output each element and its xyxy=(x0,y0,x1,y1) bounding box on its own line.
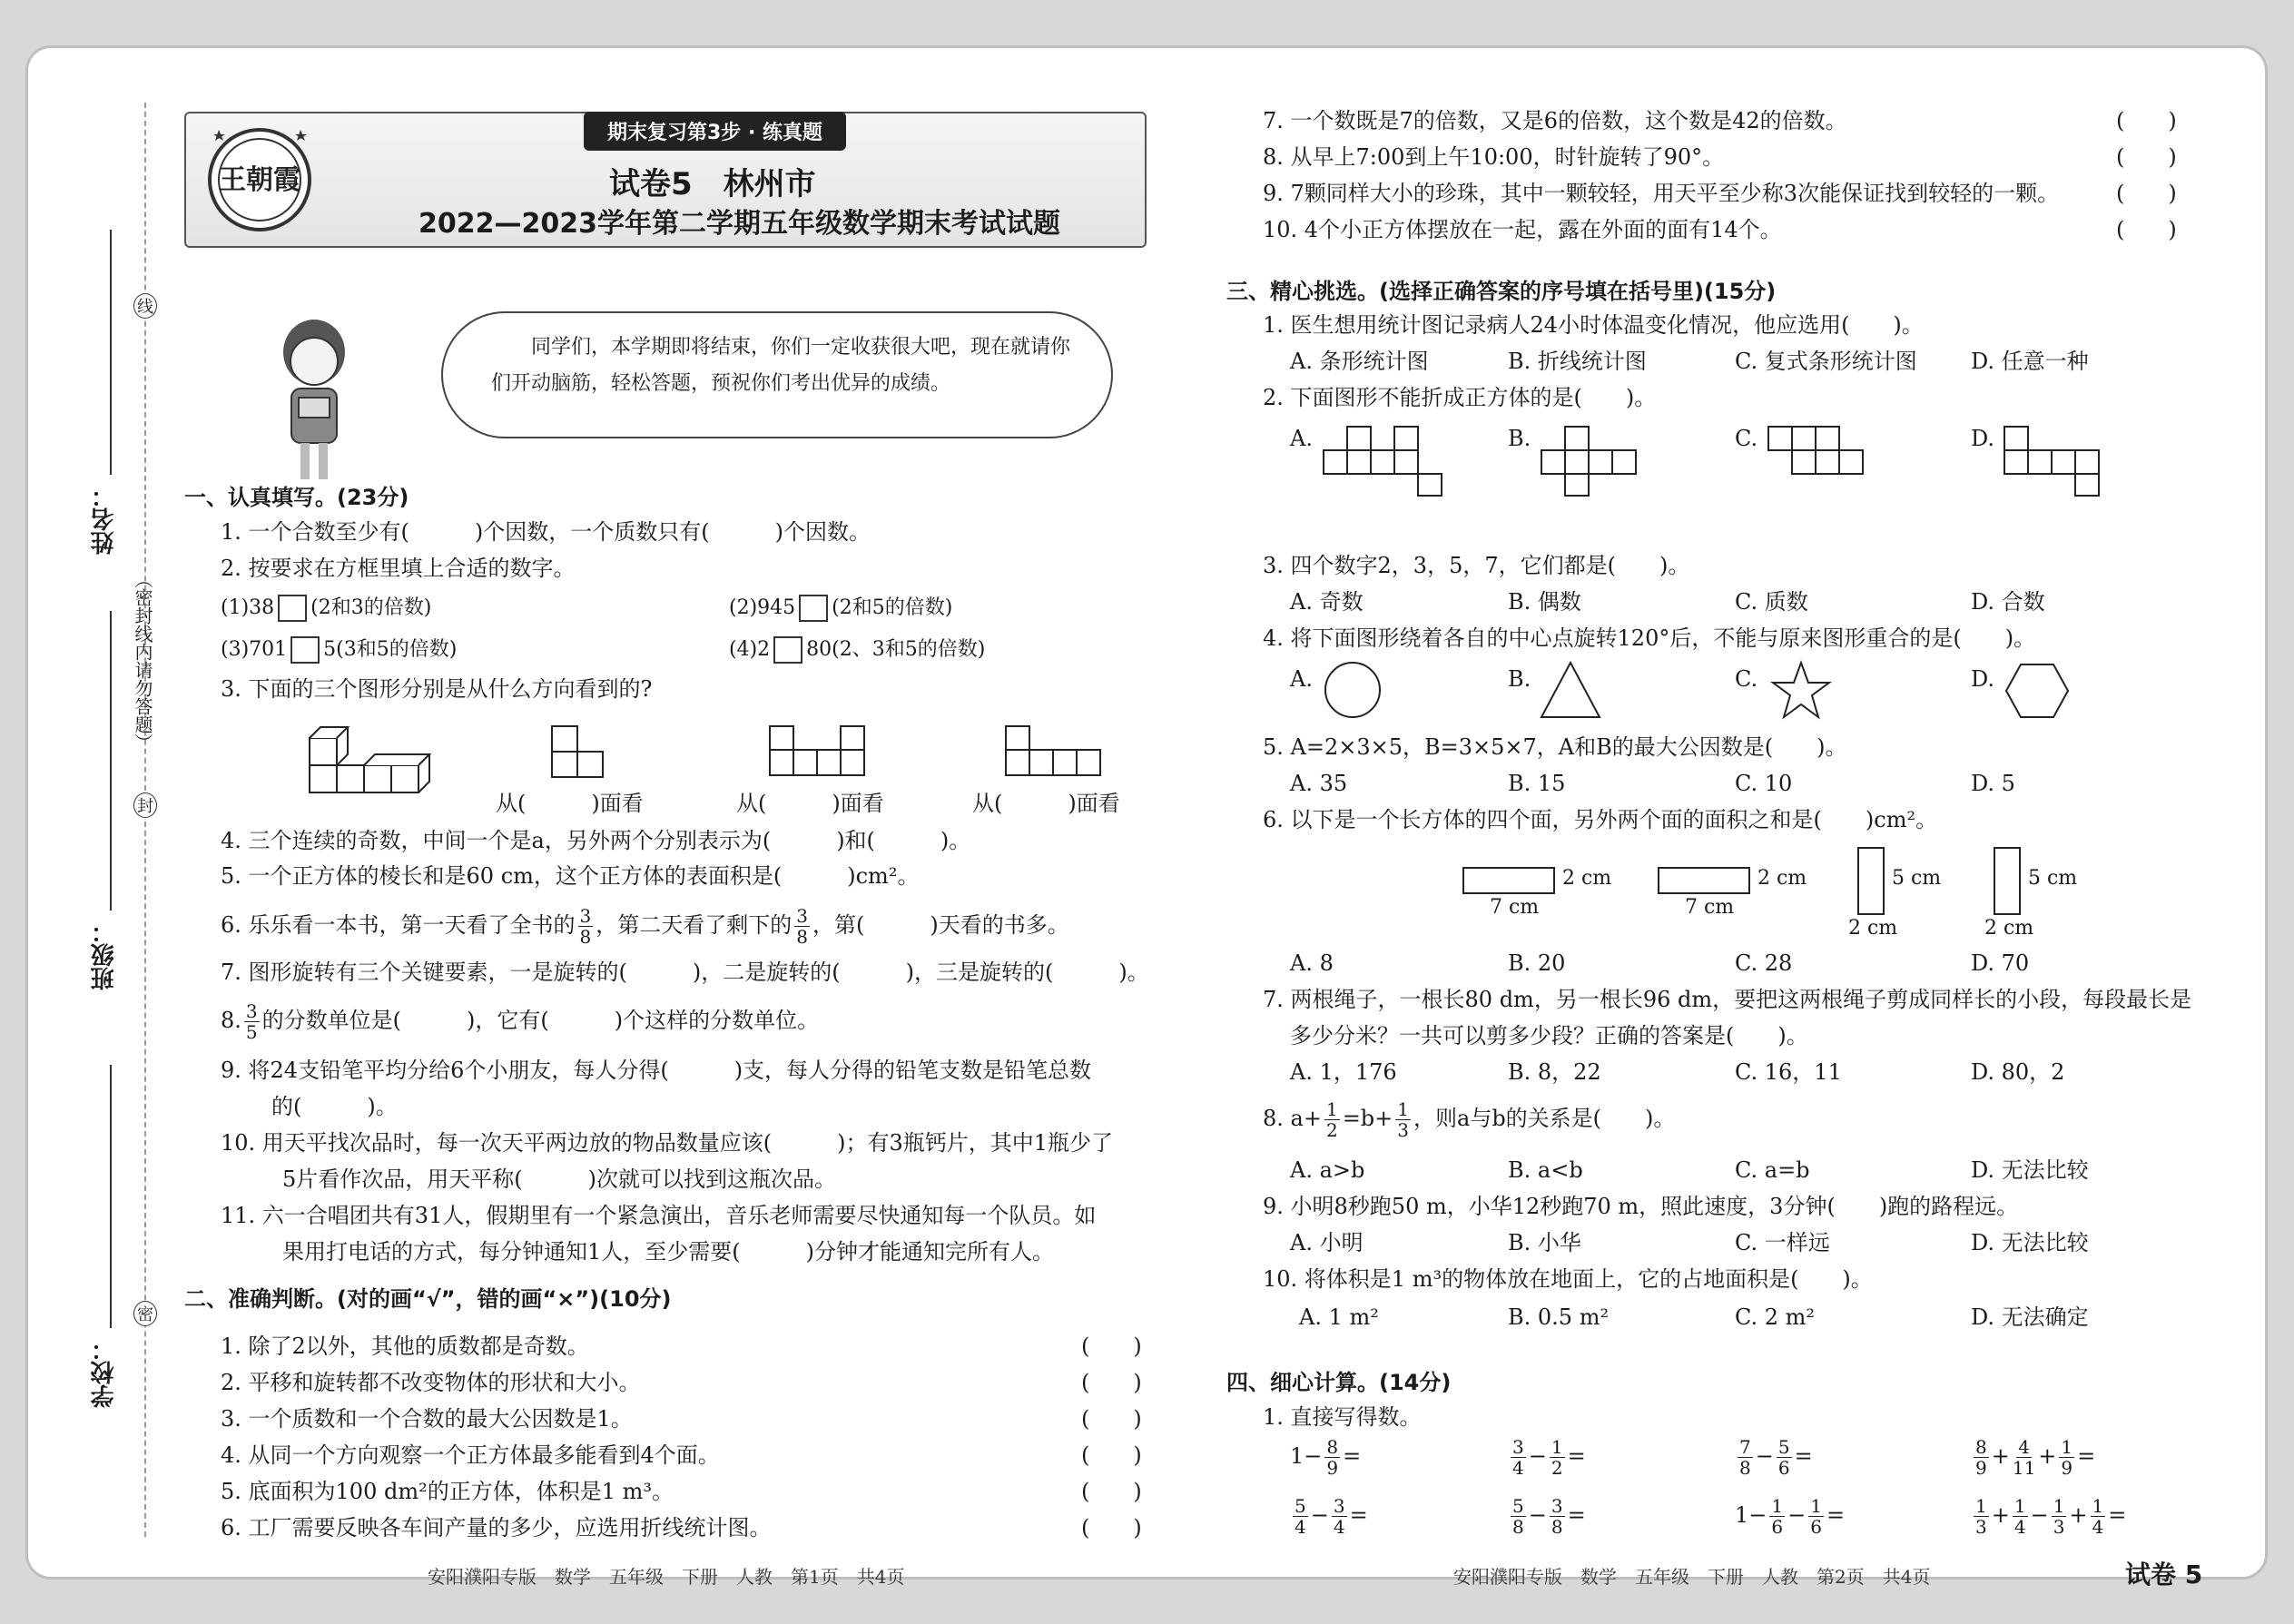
s3-q6-d: D. 70 xyxy=(1971,950,2030,976)
q2b-text: (2)945 xyxy=(729,596,796,619)
q8-num: 8. xyxy=(221,1008,241,1033)
face-rect-4 xyxy=(1994,847,2021,915)
s3-q8-a: A. a>b xyxy=(1290,1157,1365,1183)
s3-q4-a: A. xyxy=(1290,666,1313,692)
calc-7: 1− $\frac{1}{6}$ − $\frac{1}{6}$ = xyxy=(1735,1495,1846,1538)
s1-q2-a xyxy=(221,590,431,626)
speech-text: 同学们，本学期即将结束，你们一定收获很大吧，现在就请你们开动脑筋，轻松答题，预祝你们考出优异的成绩。 xyxy=(491,336,1071,395)
fraction-denominator: 8 xyxy=(796,926,808,948)
s3-q4-b: B. xyxy=(1508,666,1531,692)
judge-item-10: 10. 4个小正方体摆放在一起，露在外面的面有14个。 xyxy=(1263,217,1782,242)
s3-q4: 4. 将下面图形绕着各自的中心点旋转120°后，不能与原来图形重合的是( )。 xyxy=(1263,625,2036,651)
header-banner: 期末复习第3步 · 练真题 xyxy=(584,112,846,151)
s1-q10a: 10. 用天平找次品时，每一次天平两边放的物品数量应该( )；有3瓶钙片，其中1瓶少了 xyxy=(221,1130,1114,1156)
s3-q8-c: C. a=b xyxy=(1735,1157,1810,1183)
view-figure-1 xyxy=(550,724,605,779)
s3-q8 xyxy=(1263,1099,1675,1140)
answer-box[interactable] xyxy=(290,636,320,664)
fraction-one-third: $\frac{1}{3}$ xyxy=(1397,1098,1410,1141)
footer-left: 安阳濮阳专版 数学 五年级 下册 人教 第1页 共4页 xyxy=(428,1566,905,1588)
judge-item-1: 1. 除了2以外，其他的质数都是奇数。 xyxy=(221,1334,589,1359)
seal-char-mark: 密 xyxy=(133,1301,157,1326)
fraction-numerator: 3 xyxy=(579,905,592,927)
s4-q1: 1. 直接写得数。 xyxy=(1263,1404,1422,1430)
s1-q7: 7. 图形旋转有三个关键要素，一是旋转的( )，二是旋转的( )，三是旋转的( )。 xyxy=(221,960,1149,985)
s3-q1-b: B. 折线统计图 xyxy=(1508,349,1647,374)
calc-8: $\frac{1}{3}$ + $\frac{1}{4}$ − $\frac{1}{3}$ + $\frac{1}{4}$ = xyxy=(1975,1495,2127,1538)
view-answer-3: 从( )面看 xyxy=(972,791,1120,816)
s3-q2-d: D. xyxy=(1971,426,1995,451)
q6-part3: ，第( )天看的书多。 xyxy=(812,912,1069,938)
seal-hint: （密封线内请勿答题） xyxy=(132,570,153,752)
cube-net-d xyxy=(2003,425,2130,501)
judge-paren[interactable]: ( ) xyxy=(2116,108,2177,133)
face-2-width: 7 cm xyxy=(1685,896,1735,919)
svg-text:王朝霞: 王朝霞 xyxy=(219,164,300,196)
s3-q1-d: D. 任意一种 xyxy=(1971,349,2089,374)
s3-q1-c: C. 复式条形统计图 xyxy=(1735,349,1917,374)
s3-q10-c: C. 2 m² xyxy=(1735,1304,1816,1330)
cube-net-c xyxy=(1767,425,1894,501)
answer-box[interactable] xyxy=(278,595,307,622)
judge-paren[interactable]: ( ) xyxy=(1081,1479,1142,1504)
q8-part2: =b+ xyxy=(1342,1106,1393,1131)
calc-2: $\frac{3}{4}$ − $\frac{1}{2}$ = xyxy=(1512,1436,1586,1479)
judge-item-2: 2. 平移和旋转都不改变物体的形状和大小。 xyxy=(221,1370,641,1395)
face-2-height: 2 cm xyxy=(1757,867,1807,890)
s3-q7-d: D. 80，2 xyxy=(1971,1059,2065,1085)
s3-q7-c: C. 16，11 xyxy=(1735,1059,1842,1085)
s3-q6: 6. 以下是一个长方体的四个面，另外两个面的面积之和是( )cm²。 xyxy=(1263,807,1938,832)
s3-q5-d: D. 5 xyxy=(1971,771,2015,796)
paper-number-badge: 试卷 5 xyxy=(2125,1560,2203,1590)
fraction xyxy=(578,906,594,947)
s3-q5-b: B. 15 xyxy=(1508,771,1566,796)
judge-paren[interactable]: ( ) xyxy=(1081,1442,1142,1468)
judge-paren[interactable]: ( ) xyxy=(2116,181,2177,206)
q2a-text: (1)38 xyxy=(221,596,275,619)
calc-1: 1− $\frac{8}{9}$ = xyxy=(1290,1436,1362,1479)
cube-stack-figure xyxy=(300,720,437,802)
s3-q2-b: B. xyxy=(1508,426,1531,451)
judge-paren[interactable]: ( ) xyxy=(1081,1334,1142,1359)
s3-q3-d: D. 合数 xyxy=(1971,589,2045,615)
fraction xyxy=(794,906,810,947)
s3-q5-c: C. 10 xyxy=(1735,771,1793,796)
s1-q11b: 果用打电话的方式，每分钟通知1人，至少需要( )分钟才能通知完所有人。 xyxy=(282,1239,1054,1265)
face-3-height: 5 cm xyxy=(1892,867,1942,890)
fraction-denominator: 5 xyxy=(245,1021,258,1043)
face-1-height: 2 cm xyxy=(1562,867,1612,890)
s1-q6 xyxy=(221,906,1069,947)
s3-q9-b: B. 小华 xyxy=(1508,1230,1581,1255)
section-1-title: 一、认真填写。(23分) xyxy=(184,485,409,510)
view-figure-3 xyxy=(1004,724,1104,779)
s3-q7a: 7. 两根绳子，一根长80 dm，另一根长96 dm，要把这两根绳子剪成同样长的小段，每段最长是 xyxy=(1263,987,2192,1012)
q2b-note: (2和5的倍数) xyxy=(832,596,953,619)
face-4-width: 2 cm xyxy=(1984,917,2034,940)
triangle-shape xyxy=(1540,659,1603,726)
q2d-note: 80(2、3和5的倍数) xyxy=(806,638,986,661)
judge-paren[interactable]: ( ) xyxy=(2116,144,2177,170)
s1-q3: 3. 下面的三个图形分别是从什么方向看到的? xyxy=(221,676,653,702)
s3-q9: 9. 小明8秒跑50 m，小华12秒跑70 m，照此速度，3分钟( )跑的路程远。 xyxy=(1263,1194,2019,1219)
circle-shape xyxy=(1322,659,1385,726)
judge-paren[interactable]: ( ) xyxy=(2116,217,2177,242)
q8-part1: 8. a+ xyxy=(1263,1106,1322,1131)
s3-q1: 1. 医生想用统计图记录病人24小时体温变化情况，他应选用( )。 xyxy=(1263,312,1924,338)
s3-q6-c: C. 28 xyxy=(1735,950,1793,976)
face-4-height: 5 cm xyxy=(2028,867,2078,890)
s3-q4-d: D. xyxy=(1971,666,1995,692)
calc-4: $\frac{8}{9}$ + $\frac{4}{11}$ + $\frac{1}{9}$ = xyxy=(1975,1436,2096,1479)
s1-q9a: 9. 将24支铅笔平均分给6个小朋友，每人分得( )支，每人分得的铅笔支数是铅笔总数 xyxy=(221,1058,1092,1083)
calc-3: $\frac{7}{8}$ − $\frac{5}{6}$ = xyxy=(1739,1436,1813,1479)
s3-q3-b: B. 偶数 xyxy=(1508,589,1581,615)
view-answer-2: 从( )面看 xyxy=(736,791,884,816)
s1-q2: 2. 按要求在方框里填上合适的数字。 xyxy=(221,556,576,581)
s3-q2: 2. 下面图形不能折成正方体的是( )。 xyxy=(1263,385,1657,410)
judge-paren[interactable]: ( ) xyxy=(1081,1406,1142,1432)
seal-char-line: 线 xyxy=(133,293,157,319)
class-line[interactable] xyxy=(110,611,112,910)
s1-q2-b xyxy=(729,590,952,626)
s1-q10b: 5片看作次品，用天平称( )次就可以找到这瓶次品。 xyxy=(282,1166,836,1192)
face-3-width: 2 cm xyxy=(1848,917,1898,940)
exam-title: 试卷5 林州市 xyxy=(609,166,816,202)
s3-q8-b: B. a<b xyxy=(1508,1157,1583,1183)
s3-q5: 5. A=2×3×5，B=3×5×7，A和B的最大公因数是( )。 xyxy=(1263,734,1847,760)
fraction-numerator: 3 xyxy=(245,1000,258,1022)
judge-paren[interactable]: ( ) xyxy=(1081,1370,1142,1395)
section-4-title: 四、细心计算。(14分) xyxy=(1226,1370,1452,1395)
q8-text: 的分数单位是( )，它有( )个这样的分数单位。 xyxy=(261,1008,820,1033)
section-3-title: 三、精心挑选。(选择正确答案的序号填在括号里)(15分) xyxy=(1226,279,1777,304)
cube-net-b xyxy=(1540,425,1667,501)
s3-q10: 10. 将体积是1 m³的物体放在地面上，它的占地面积是( )。 xyxy=(1263,1266,1873,1292)
judge-item-7: 7. 一个数既是7的倍数，又是6的倍数，这个数是42的倍数。 xyxy=(1263,108,1847,133)
s3-q7-a: A. 1，176 xyxy=(1290,1059,1397,1085)
s3-q8-d: D. 无法比较 xyxy=(1971,1157,2089,1183)
mascot-girl xyxy=(264,311,364,484)
face-rect-1 xyxy=(1462,867,1555,894)
s3-q9-d: D. 无法比较 xyxy=(1971,1230,2089,1255)
s3-q6-a: A. 8 xyxy=(1290,950,1334,976)
s3-q3-a: A. 奇数 xyxy=(1290,589,1364,615)
judge-item-9: 9. 7颗同样大小的珍珠，其中一颗较轻，用天平至少称3次能保证找到较轻的一颗。 xyxy=(1263,181,2060,206)
s3-q10-b: B. 0.5 m² xyxy=(1508,1304,1610,1330)
fraction-numerator: 3 xyxy=(796,905,808,927)
judge-item-8: 8. 从早上7:00到上午10:00，时针旋转了90°。 xyxy=(1263,144,1725,170)
s3-q3-c: C. 质数 xyxy=(1735,589,1808,615)
q8-part3: ，则a与b的关系是( )。 xyxy=(1413,1106,1676,1131)
fraction-denominator: 8 xyxy=(579,926,592,948)
judge-item-6: 6. 工厂需要反映各车间产量的多少，应选用折线统计图。 xyxy=(221,1515,772,1540)
judge-paren[interactable]: ( ) xyxy=(1081,1515,1142,1540)
s3-q1-a: A. 条形统计图 xyxy=(1290,349,1429,374)
fraction-one-half: $\frac{1}{2}$ xyxy=(1325,1098,1338,1141)
face-rect-2 xyxy=(1658,867,1750,894)
s3-q2-c: C. xyxy=(1735,426,1758,451)
view-answer-1: 从( )面看 xyxy=(496,791,644,816)
seal-char-seal: 封 xyxy=(133,792,157,818)
s3-q7b: 多少分米？一共可以剪多少段？正确的答案是( )。 xyxy=(1290,1023,1808,1048)
class-label: 班级： xyxy=(91,920,118,990)
s1-q9b: 的( )。 xyxy=(271,1094,398,1119)
s1-q1: 1. 一个合数至少有( )个因数，一个质数只有( )个因数。 xyxy=(221,519,871,545)
s3-q9-c: C. 一样远 xyxy=(1735,1230,1830,1255)
view-figure-2 xyxy=(768,724,868,779)
s3-q3: 3. 四个数字2，3，5，7，它们都是( )。 xyxy=(1263,553,1690,578)
school-label: 学校： xyxy=(91,1337,118,1408)
s1-q8 xyxy=(221,1001,819,1042)
name-line[interactable] xyxy=(110,230,112,475)
s3-q4-c: C. xyxy=(1735,666,1758,692)
exam-subtitle: 2022—2023学年第二学期五年级数学期末考试试题 xyxy=(418,208,1060,240)
fraction xyxy=(244,1001,260,1042)
s3-q5-a: A. 35 xyxy=(1290,771,1348,796)
judge-item-5: 5. 底面积为100 dm²的正方体，体积是1 m³。 xyxy=(221,1479,674,1504)
s3-q7-b: B. 8，22 xyxy=(1508,1059,1601,1085)
name-label: 姓名： xyxy=(91,484,118,555)
hexagon-shape xyxy=(2003,659,2072,726)
q6-part1: 6. 乐乐看一本书，第一天看了全书的 xyxy=(221,912,576,938)
section-2-title: 二、准确判断。(对的画“√”，错的画“×”)(10分) xyxy=(184,1286,672,1312)
judge-item-3: 3. 一个质数和一个合数的最大公因数是1。 xyxy=(221,1406,633,1432)
brand-logo xyxy=(201,112,319,239)
footer-right: 安阳濮阳专版 数学 五年级 下册 人教 第2页 共4页 xyxy=(1453,1566,1931,1588)
s1-q2-c xyxy=(221,632,457,668)
s3-q6-b: B. 20 xyxy=(1508,950,1566,976)
judge-item-4: 4. 从同一个方向观察一个正方体最多能看到4个面。 xyxy=(221,1442,720,1468)
q2a-note: (2和3的倍数) xyxy=(310,596,432,619)
s1-q5: 5. 一个正方体的棱长和是60 cm，这个正方体的表面积是( )cm²。 xyxy=(221,863,920,889)
q2d-text: (4)2 xyxy=(729,638,771,661)
s1-q4: 4. 三个连续的奇数，中间一个是a，另外两个分别表示为( )和( )。 xyxy=(221,828,971,853)
s3-q2-a: A. xyxy=(1290,426,1313,451)
q2c-note: 5(3和5的倍数) xyxy=(323,638,458,661)
exam-sheet xyxy=(25,45,2268,1590)
answer-box[interactable] xyxy=(799,595,828,622)
s1-q2-d xyxy=(729,632,985,668)
s3-q10-a: A. 1 m² xyxy=(1299,1304,1379,1330)
s3-q10-d: D. 无法确定 xyxy=(1971,1304,2089,1330)
face-1-width: 7 cm xyxy=(1490,896,1540,919)
s3-q9-a: A. 小明 xyxy=(1290,1230,1364,1255)
s1-q11a: 11. 六一合唱团共有31人，假期里有一个紧急演出，音乐老师需要尽快通知每一个队员。如 xyxy=(221,1203,1097,1228)
school-line[interactable] xyxy=(110,1065,112,1328)
q6-part2: ，第二天看了剩下的 xyxy=(596,912,793,938)
calc-5: $\frac{5}{4}$ − $\frac{3}{4}$ = xyxy=(1295,1495,1368,1538)
star-shape xyxy=(1769,659,1833,726)
calc-6: $\frac{5}{8}$ − $\frac{3}{8}$ = xyxy=(1512,1495,1586,1538)
q2c-text: (3)701 xyxy=(221,638,288,661)
face-rect-3 xyxy=(1857,847,1885,915)
answer-box[interactable] xyxy=(773,636,802,664)
cube-net-a xyxy=(1322,425,1449,501)
